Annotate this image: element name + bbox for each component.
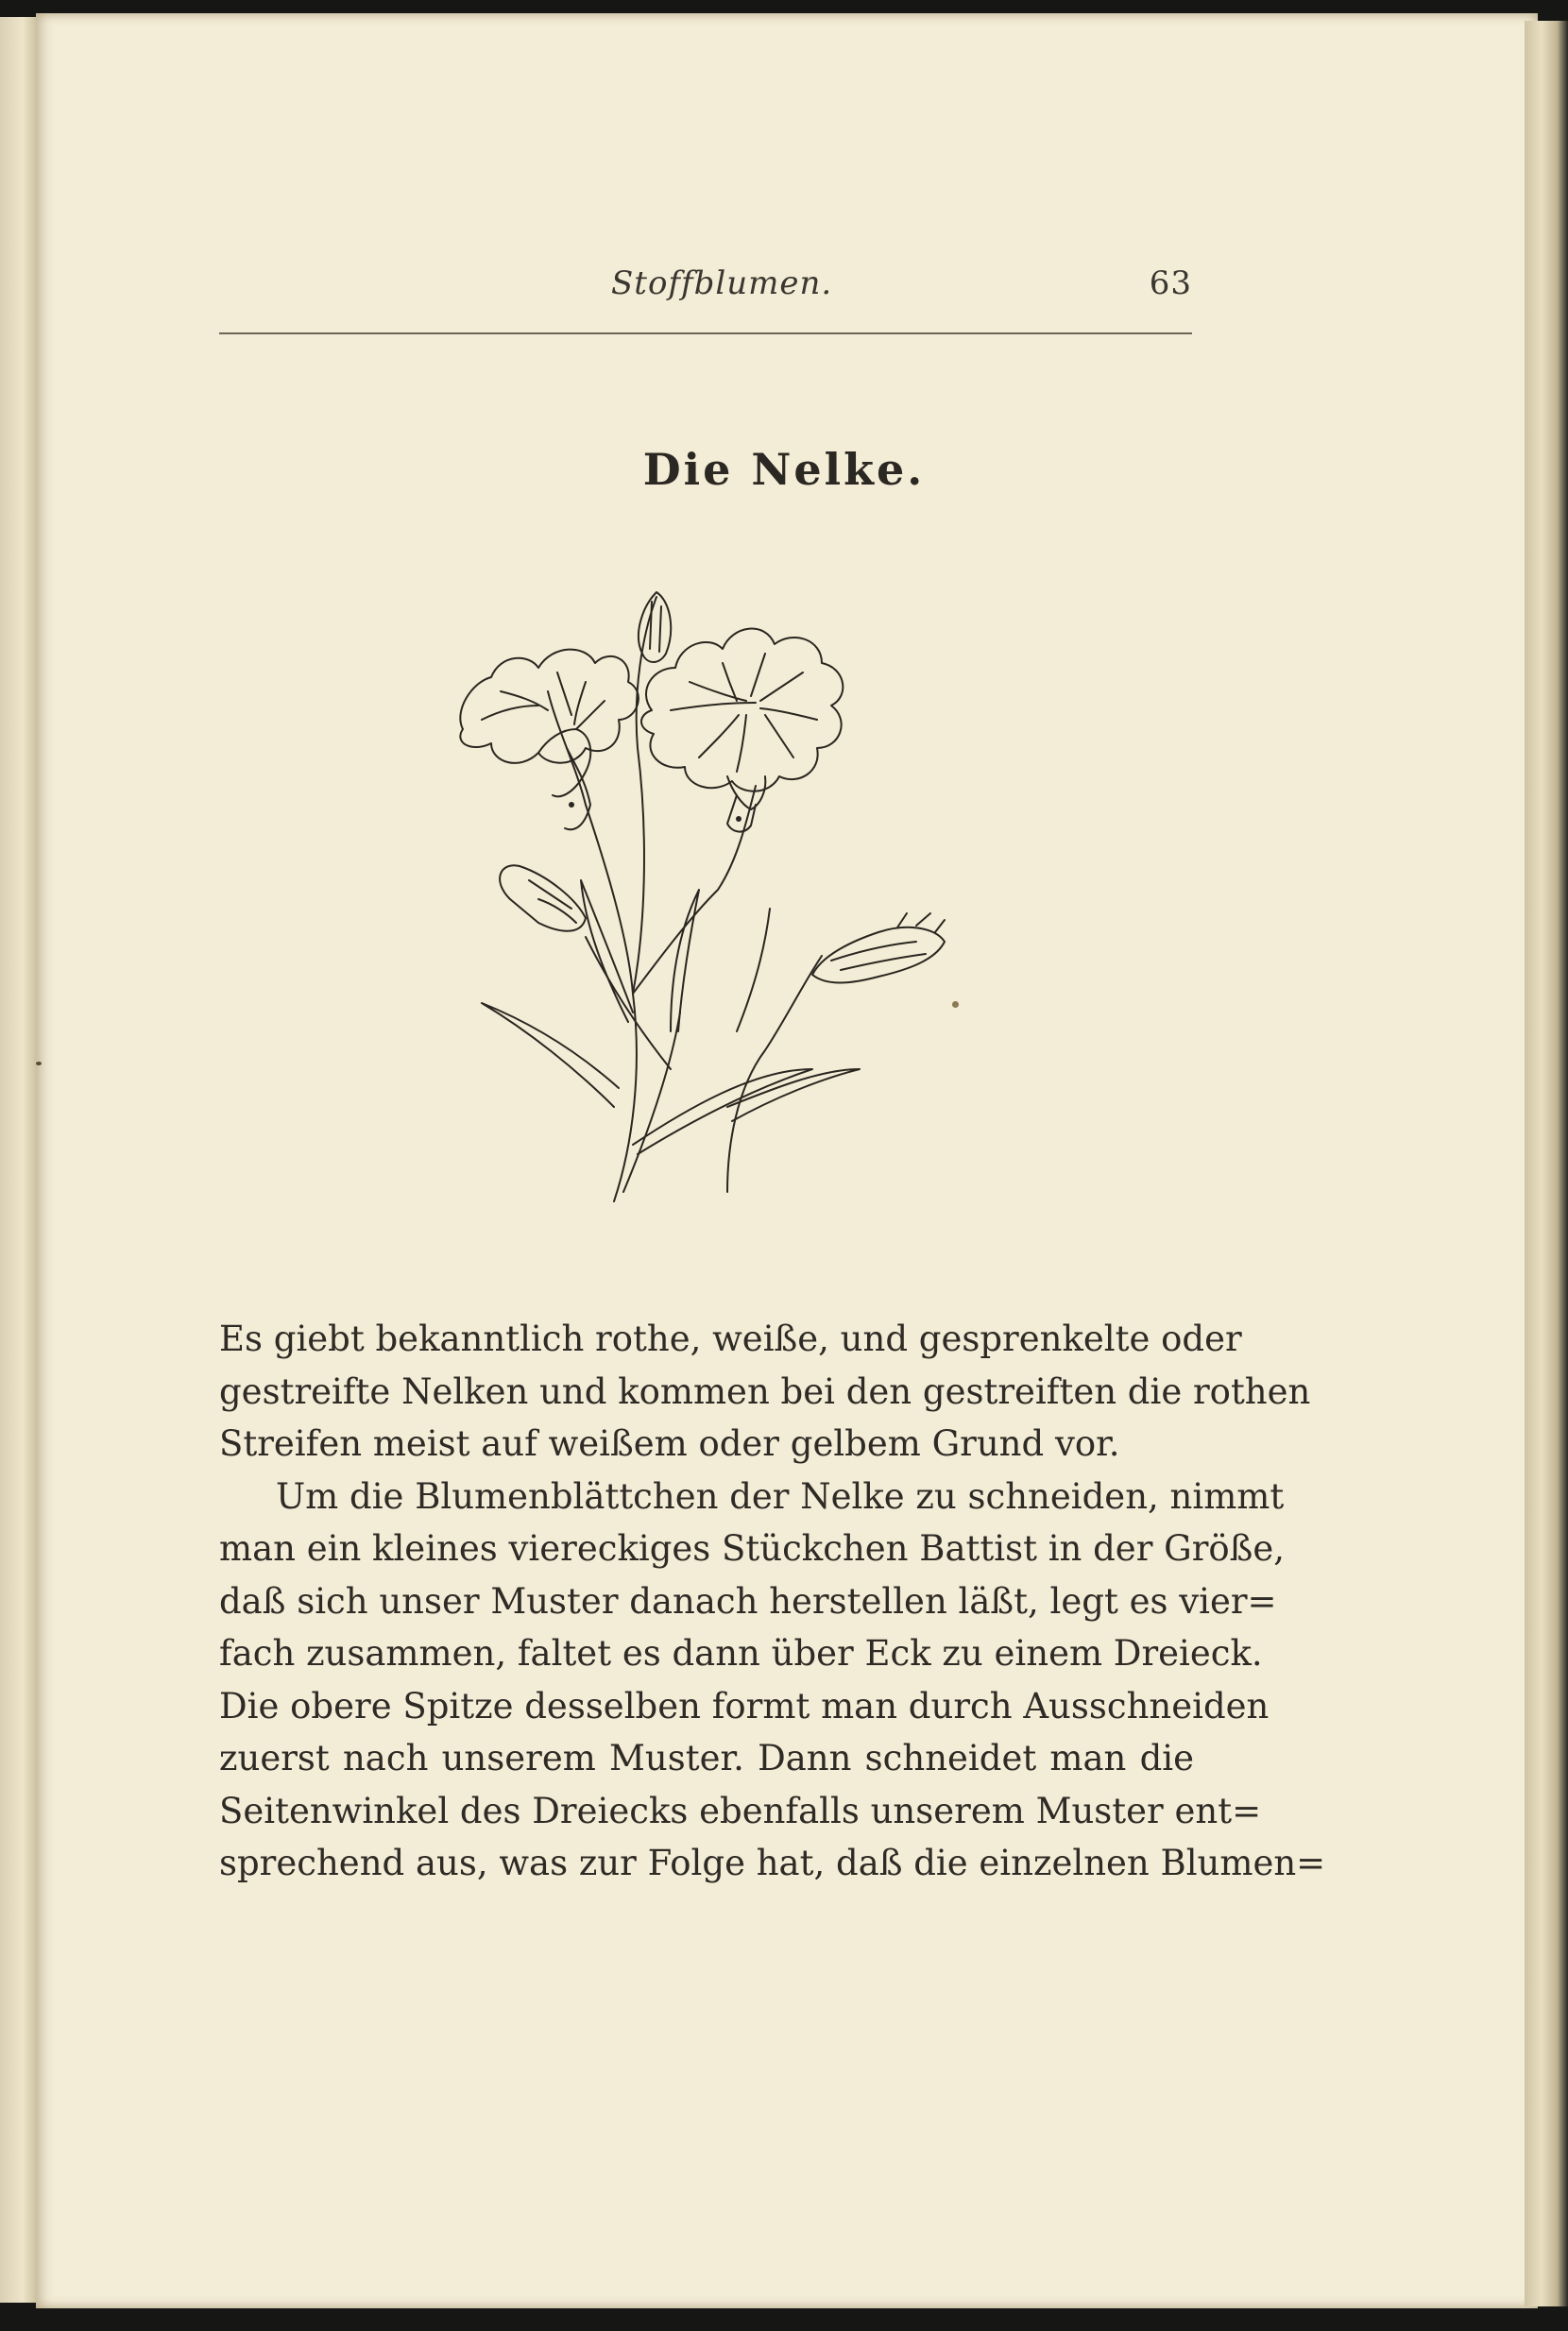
text-line: gestreifte Nelken und kommen bei den gestreiften die rothen	[219, 1370, 1311, 1412]
text-line: man ein kleines viereckiges Stückchen Battist in der Größe,	[219, 1528, 1286, 1569]
running-head	[219, 257, 1192, 310]
page-number: 63	[1149, 264, 1192, 302]
body-text	[219, 1313, 1326, 1890]
text-line: daß sich unser Muster danach herstellen läßt, legt es vier=	[219, 1580, 1277, 1622]
text-line: zuerst nach unserem Muster. Dann schneidet man die	[219, 1738, 1194, 1778]
text-line: fach zusammen, faltet es dann über Eck zu einem Dreieck.	[219, 1633, 1263, 1674]
text-line: Die obere Spitze desselben formt man durch Ausschneiden	[219, 1685, 1270, 1727]
running-head-title: Stoffblumen.	[611, 264, 833, 302]
left-page-edge	[0, 17, 38, 2303]
text-line: Streifen meist auf weißem oder gelbem Grund vor.	[219, 1423, 1120, 1464]
text-line: Um die Blumenblättchen der Nelke zu schneiden, nimmt	[276, 1475, 1285, 1517]
text-line: Seitenwinkel des Dreiecks ebenfalls unserem Muster ent=	[219, 1790, 1262, 1831]
carnation-illustration	[444, 578, 954, 1211]
right-page-edge	[1525, 21, 1568, 2306]
text-line: Es giebt bekanntlich rothe, weiße, und gesprenkelte oder	[219, 1319, 1242, 1359]
paper-spot	[36, 1062, 42, 1065]
header-rule	[219, 332, 1192, 334]
text-line: sprechend aus, was zur Folge hat, daß die einzelnen Blumen=	[219, 1843, 1326, 1883]
chapter-title: Die Nelke.	[642, 444, 926, 495]
